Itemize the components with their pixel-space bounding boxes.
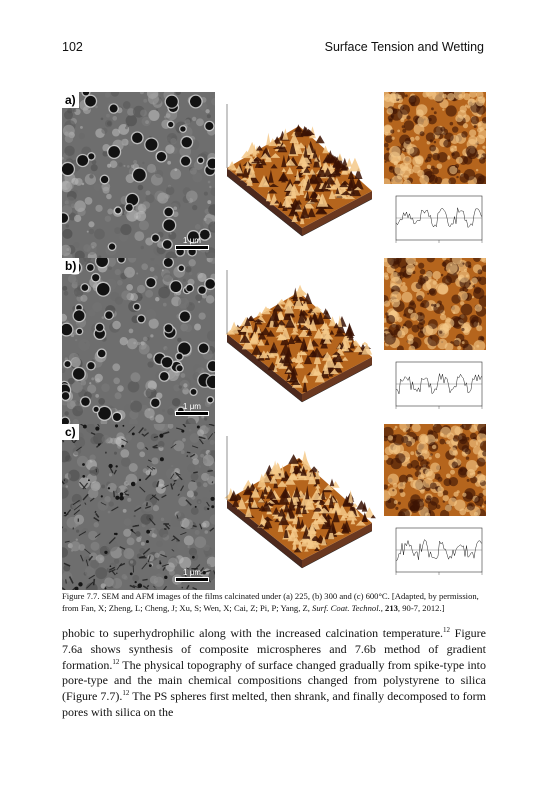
citation-ref-3: 12	[122, 689, 130, 698]
scale-bar-c	[175, 568, 209, 582]
body-sentence-4: The PS spheres first melted, then shrank, and finally decomposed to form pores with silica on the	[62, 689, 486, 719]
panel-label-a: a)	[62, 92, 79, 108]
scale-bar-a	[175, 236, 209, 250]
caption-volume: 213	[385, 602, 398, 613]
scale-bar-line-a	[175, 245, 209, 250]
scale-bar-label-b: 1 μm	[183, 402, 201, 411]
afm-height-map-c	[384, 424, 486, 516]
figure-row-a	[62, 92, 486, 258]
panel-label-b: b)	[62, 258, 79, 274]
citation-ref-1: 12	[443, 626, 451, 634]
scale-bar-b	[175, 402, 209, 416]
scale-bar-label-a: 1 μm	[183, 236, 201, 245]
scale-bar-line-c	[175, 577, 209, 582]
running-title: Surface Tension and Wetting	[324, 40, 484, 54]
figure-caption	[62, 591, 486, 614]
sem-micrograph-c	[62, 424, 215, 590]
sem-micrograph-a	[62, 92, 215, 258]
figure-row-c	[62, 424, 486, 590]
body-sentence-1: phobic to superhydrophilic along with the increased calcination temperature.	[62, 626, 444, 640]
sem-micrograph-b	[62, 258, 215, 424]
afm-3d-surface-a	[217, 96, 382, 248]
afm-line-profile-a	[384, 190, 486, 256]
scale-bar-line-b	[175, 411, 209, 416]
sem-image-c	[62, 424, 215, 590]
body-sentence-3: The physical topography of surface changed gradually from spike-type into pore-type and the main chemical compositions changed from polystyrene to silica (Figure 7.7).	[62, 657, 486, 704]
caption-separator: ,	[380, 602, 386, 613]
caption-journal: Surf. Coat. Technol.	[312, 602, 381, 613]
afm-height-map-b	[384, 258, 486, 350]
page-number: 102	[62, 40, 83, 54]
afm-3d-surface-c	[217, 428, 382, 580]
panel-label-c: c)	[62, 424, 79, 440]
scale-bar-label-c: 1 μm	[183, 568, 201, 577]
citation-ref-2: 12	[112, 657, 120, 666]
afm-line-profile-c	[384, 522, 486, 588]
caption-text: Figure 7.7. SEM and AFM images of the films calcinated under (a) 225, (b) 300 and (c) 600°C. [Adapted, by permission, from Fan, X; Zheng, L; Cheng, J; Xu, S; Wen, X; Cai, Z; Pi, P; Yang, Z,	[62, 591, 479, 613]
caption-tail: , 90-7, 2012.]	[397, 602, 445, 613]
body-sentence-2: Figure 7.6a shows synthesis of composite microspheres and 7.6b method of gradient formation.	[62, 626, 486, 672]
figure-row-b	[62, 258, 486, 424]
sem-image-a	[62, 92, 215, 258]
body-paragraph	[62, 626, 486, 721]
afm-line-profile-b	[384, 356, 486, 422]
afm-height-map-a	[384, 92, 486, 184]
sem-image-b	[62, 258, 215, 424]
afm-3d-surface-b	[217, 262, 382, 414]
